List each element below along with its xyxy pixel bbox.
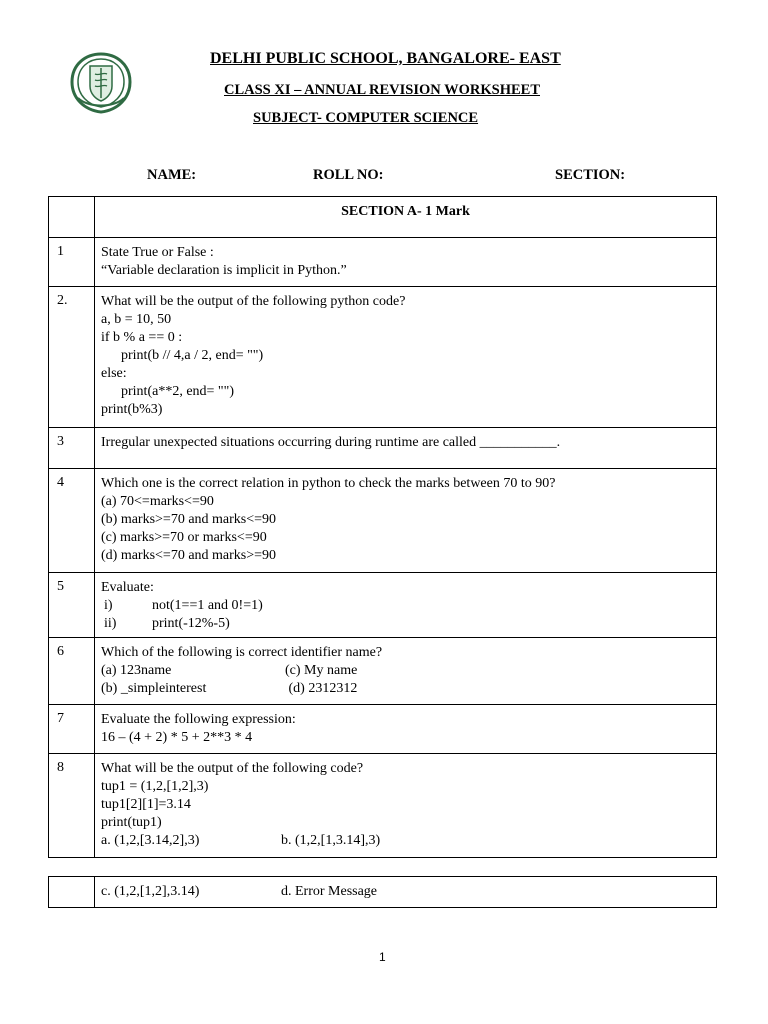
expression-line: 16 – (4 + 2) * 5 + 2**3 * 4 <box>101 730 253 745</box>
question-row <box>49 238 717 287</box>
question-text <box>95 705 717 754</box>
question-line: Evaluate the following expression: <box>101 712 296 727</box>
question-text <box>95 238 717 287</box>
question-row <box>49 287 717 428</box>
question-line: Which one is the correct relation in python to check the marks between 70 to 90? <box>101 476 556 491</box>
section-title: SECTION A- 1 Mark <box>95 197 717 238</box>
question-line: What will be the output of the following code? <box>101 761 364 776</box>
code-line: else: <box>101 366 127 381</box>
answer-option: (d) 2312312 <box>285 681 358 696</box>
question-row <box>49 754 717 858</box>
question-line: State True or False : <box>101 245 214 260</box>
question-row <box>49 705 717 754</box>
question-line: “Variable declaration is implicit in Python.” <box>101 263 347 278</box>
answer-option: (b) marks>=70 and marks<=90 <box>101 512 277 527</box>
question-text <box>95 573 717 638</box>
continuation-table <box>48 876 717 908</box>
answer-option: a. (1,2,[3.14,2],3) <box>101 833 200 848</box>
question-number: 5 <box>49 573 95 638</box>
option-pair <box>101 680 716 698</box>
roll-no-field-label: ROLL NO: <box>313 167 384 183</box>
name-field-label: NAME: <box>147 167 197 183</box>
code-line: print(b%3) <box>101 402 163 417</box>
blank-cell <box>49 877 95 908</box>
answer-option: c. (1,2,[1,2],3.14) <box>101 884 200 899</box>
continuation-row <box>49 877 717 908</box>
code-line: tup1 = (1,2,[1,2],3) <box>101 779 209 794</box>
question-number: 3 <box>49 428 95 469</box>
question-line: Which of the following is correct identifier name? <box>101 645 383 660</box>
code-line: print(b // 4,a / 2, end= "") <box>121 348 264 363</box>
question-table <box>48 196 717 858</box>
page-number: 1 <box>379 950 386 964</box>
question-number: 7 <box>49 705 95 754</box>
sub-item-text: not(1==1 and 0!=1) <box>152 598 263 613</box>
question-line: Irregular unexpected situations occurring during runtime are called ___________. <box>101 435 561 450</box>
code-line: print(tup1) <box>101 815 162 830</box>
question-number: 4 <box>49 469 95 573</box>
question-row <box>49 428 717 469</box>
question-row <box>49 638 717 705</box>
sub-item-number: ii) <box>104 616 117 631</box>
question-line: What will be the output of the following python code? <box>101 294 406 309</box>
question-row <box>49 469 717 573</box>
question-text <box>95 287 717 428</box>
question-number: 8 <box>49 754 95 858</box>
code-line: tup1[2][1]=3.14 <box>101 797 191 812</box>
answer-option: (d) marks<=70 and marks>=90 <box>101 548 277 563</box>
question-text <box>95 428 717 469</box>
answer-option: (b) _simpleinterest <box>101 681 207 696</box>
sub-item-number: i) <box>104 598 113 613</box>
question-text <box>95 469 717 573</box>
question-number: 6 <box>49 638 95 705</box>
sub-item-text: print(-12%-5) <box>152 616 230 631</box>
school-name: DELHI PUBLIC SCHOOL, BANGALORE- EAST <box>210 50 561 67</box>
subject-title: SUBJECT- COMPUTER SCIENCE <box>253 110 479 126</box>
answer-option: (a) 123name <box>101 663 172 678</box>
sub-item <box>101 615 716 633</box>
option-pair <box>101 662 716 680</box>
option-pair <box>101 883 716 901</box>
question-row <box>49 573 717 638</box>
sub-item <box>101 597 716 615</box>
worksheet-title: CLASS XI – ANNUAL REVISION WORKSHEET <box>224 82 540 98</box>
answer-option: d. Error Message <box>281 884 378 899</box>
school-crest-logo <box>68 52 134 114</box>
code-line: print(a**2, end= "") <box>121 384 235 399</box>
answer-option: (c) marks>=70 or marks<=90 <box>101 530 267 545</box>
code-line: if b % a == 0 : <box>101 330 183 345</box>
question-text <box>95 877 717 908</box>
answer-option: (a) 70<=marks<=90 <box>101 494 214 509</box>
code-line: a, b = 10, 50 <box>101 312 172 327</box>
question-text <box>95 638 717 705</box>
question-text <box>95 754 717 858</box>
question-number: 1 <box>49 238 95 287</box>
section-field-label: SECTION: <box>555 167 626 183</box>
question-line: Evaluate: <box>101 580 154 595</box>
option-pair <box>101 832 716 850</box>
answer-option: b. (1,2,[1,3.14],3) <box>281 833 381 848</box>
answer-option: (c) My name <box>285 663 358 678</box>
blank-cell <box>49 197 95 238</box>
section-header-row <box>49 197 717 238</box>
question-number: 2. <box>49 287 95 428</box>
